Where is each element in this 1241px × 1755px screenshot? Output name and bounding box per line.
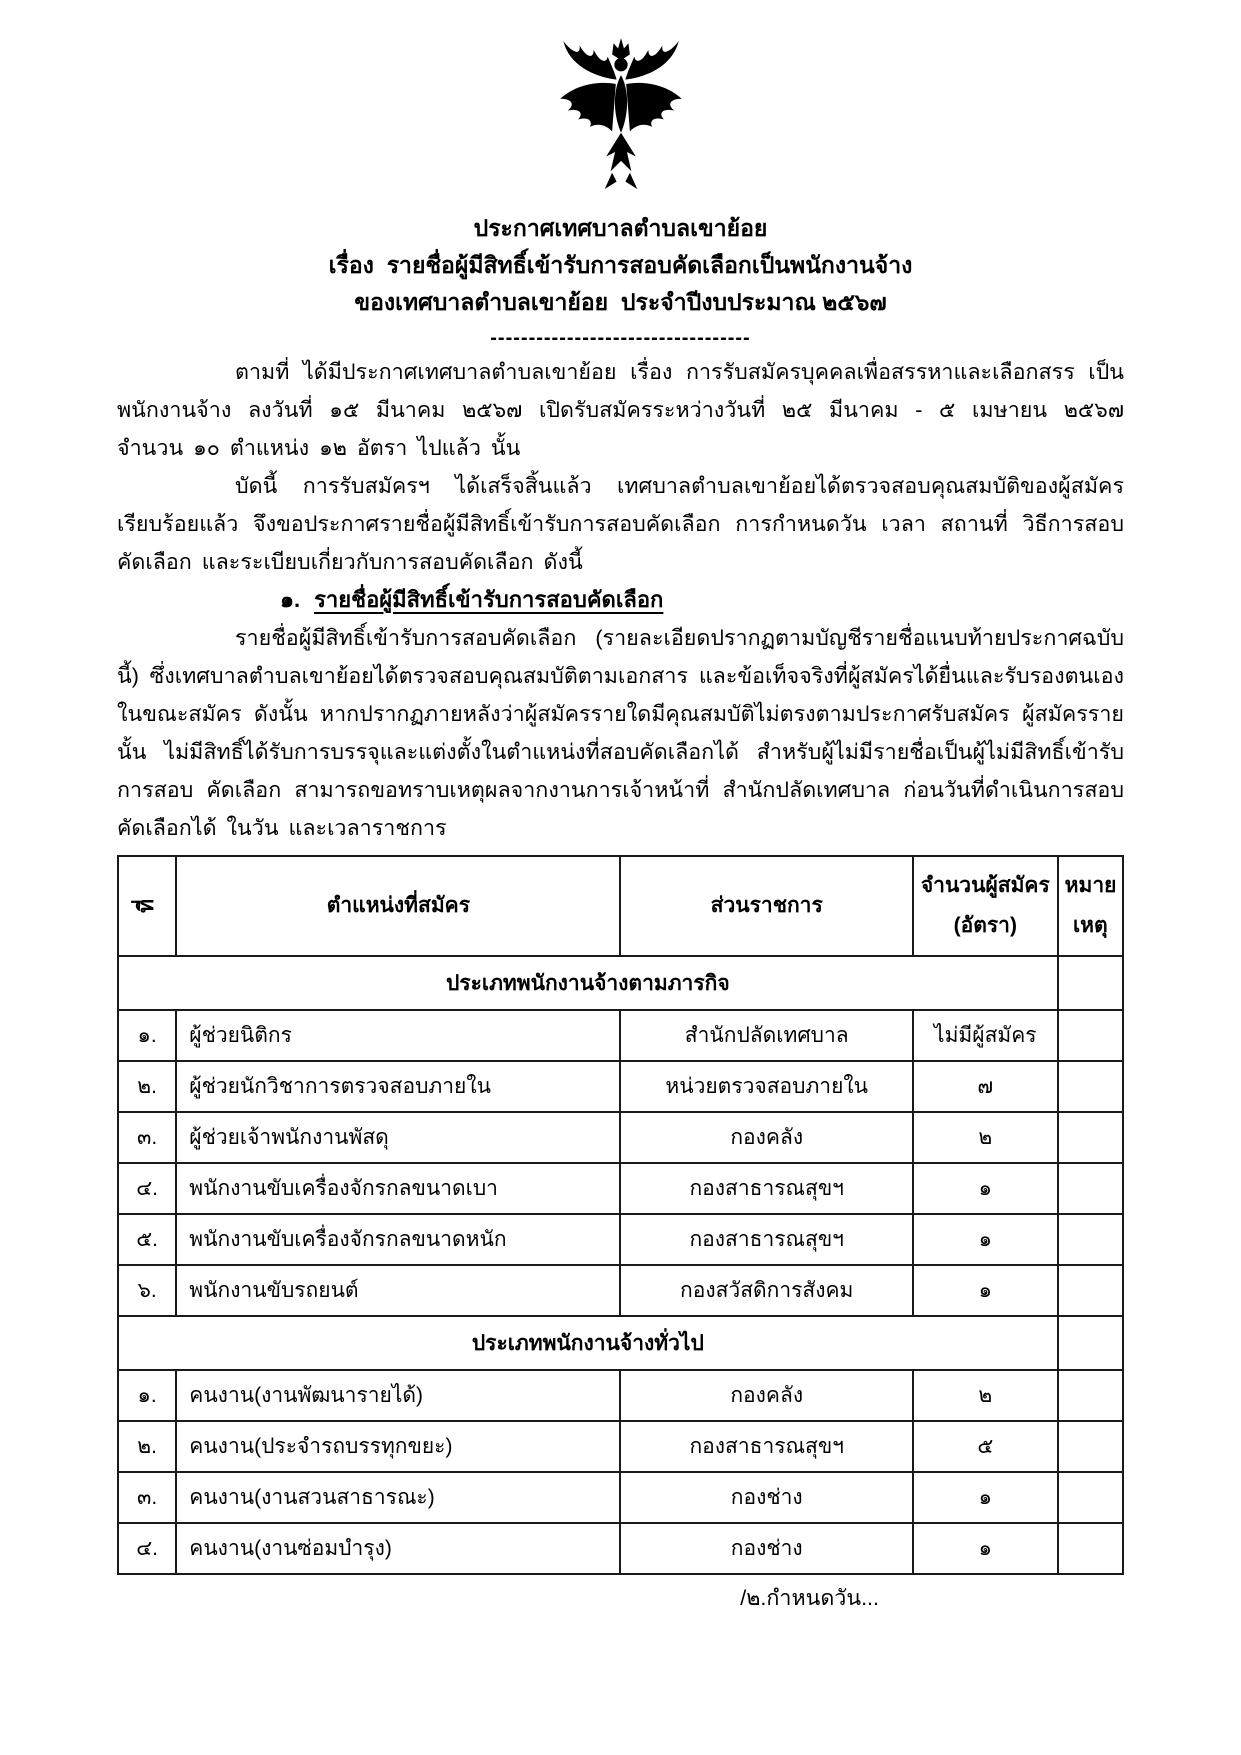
cell-no: ๑. [118,1370,176,1421]
cell-remark [1058,1472,1123,1523]
section-1-number: ๑. [280,587,301,612]
cell-position: พนักงานขับรถยนต์ [176,1265,620,1316]
section-1-title: รายชื่อผู้มีสิทธิ์เข้ารับการสอบคัดเลือก [314,587,664,612]
cell-no: ๓. [118,1472,176,1523]
cell-remark [1058,1523,1123,1574]
table-section-row [118,956,1123,1010]
cell-no: ๔. [118,1523,176,1574]
section-title: ประเภทพนักงานจ้างตามภารกิจ [118,956,1058,1010]
cell-position: คนงาน(งานสวนสาธารณะ) [176,1472,620,1523]
paragraph-details: รายชื่อผู้มีสิทธิ์เข้ารับการสอบคัดเลือก (รายละเอียดปรากฏตามบัญชีรายชื่อแนบท้ายประกาศฉบับนี้) ซึ่งเทศบาลตำบลเขาย้อยได้ตรวจสอบคุณสมบัติตามเอกสาร และข้อเท็จจริงที่ผู้สมัครได้ยื่นและรับรองตนเอง ในขณะสมัคร ดังนั้น หากปรากฏภายหลังว่าผู้สมัครรายใดมีคุณสมบัติไม่ตรงตามประกาศรับสมัคร ผู้สมัครรายนั้น ไม่มีสิทธิ์ได้รับการบรรจุและแต่งตั้งในตำแหน่งที่สอบคัดเลือกได้ สำหรับผู้ไม่มีรายชื่อเป็นผู้ไม่มีสิทธิ์เข้ารับการสอบ คัดเลือก สามารถขอทราบเหตุผลจากงานการเจ้าหน้าที่ สำนักปลัดเทศบาล ก่อนวันที่ดำเนินการสอบคัดเลือกได้ ในวัน และเวลาราชการ [117,626,1124,840]
table-row [118,1214,1123,1265]
header-applicants-line1: จำนวนผู้สมัคร [920,874,1050,897]
table-row [118,1421,1123,1472]
cell-applicants: ๒ [913,1112,1058,1163]
cell-no: ๓. [118,1112,176,1163]
header-remark-line1: หมาย [1064,874,1117,897]
emblem-area [117,36,1124,206]
candidates-table-header [118,856,1123,956]
cell-applicants: ๗ [913,1061,1058,1112]
dashed-divider: ---------------------------------- [490,327,751,349]
cell-department: กองช่าง [620,1472,912,1523]
cell-applicants: ๒ [913,1370,1058,1421]
cell-position: ผู้ช่วยนักวิชาการตรวจสอบภายใน [176,1061,620,1112]
section-1-heading [280,581,1124,619]
cell-no: ๖. [118,1265,176,1316]
cell-applicants: ไม่มีผู้สมัคร [913,1010,1058,1061]
cell-position: พนักงานขับเครื่องจักรกลขนาดหนัก [176,1214,620,1265]
section-remark-cell [1058,1316,1123,1370]
announcement-fiscal-year: ของเทศบาลตำบลเขาย้อย ประจำปีงบประมาณ ๒๕๖๗ [354,289,887,315]
cell-no: ๒. [118,1061,176,1112]
cell-department: กองสาธารณสุขฯ [620,1214,912,1265]
cell-no: ๔. [118,1163,176,1214]
cell-remark [1058,1421,1123,1472]
section-title: ประเภทพนักงานจ้างทั่วไป [118,1316,1058,1370]
table-row [118,1523,1123,1574]
cell-remark [1058,1370,1123,1421]
section-remark-cell [1058,956,1123,1010]
table-row [118,1163,1123,1214]
header-remark-line2: เหตุ [1072,914,1108,937]
cell-position: ผู้ช่วยนิติกร [176,1010,620,1061]
cell-remark [1058,1265,1123,1316]
cell-applicants: ๑ [913,1214,1058,1265]
cell-department: กองคลัง [620,1112,912,1163]
cell-remark [1058,1010,1123,1061]
cell-position: ผู้ช่วยเจ้าพนักงานพัสดุ [176,1112,620,1163]
announcement-subject: เรื่อง รายชื่อผู้มีสิทธิ์เข้ารับการสอบคัดเลือกเป็นพนักงานจ้าง [328,252,913,278]
cell-department: หน่วยตรวจสอบภายใน [620,1061,912,1112]
header-applicants-line2: (อัตรา) [953,914,1017,937]
table-row [118,1472,1123,1523]
cell-applicants: ๑ [913,1472,1058,1523]
cell-department: กองช่าง [620,1523,912,1574]
table-row [118,1061,1123,1112]
announcement-title: ประกาศเทศบาลตำบลเขาย้อย [473,215,768,241]
cell-department: กองสวัสดิการสังคม [620,1265,912,1316]
cell-remark [1058,1214,1123,1265]
cell-department: สำนักปลัดเทศบาล [620,1010,912,1061]
table-section-row [118,1316,1123,1370]
table-row [118,1010,1123,1061]
cell-no: ๒. [118,1421,176,1472]
body-text [117,353,1124,847]
cell-no: ๑. [118,1010,176,1061]
cell-remark [1058,1061,1123,1112]
continuation-note: /๒.กำหนดวัน... [740,1586,879,1610]
cell-department: กองคลัง [620,1370,912,1421]
header-remark [1058,856,1123,956]
header-no: ที่ [118,856,176,956]
table-row [118,1112,1123,1163]
table-row [118,1370,1123,1421]
cell-department: กองสาธารณสุขฯ [620,1421,912,1472]
candidates-table [117,855,1124,1575]
cell-department: กองสาธารณสุขฯ [620,1163,912,1214]
table-row [118,1265,1123,1316]
cell-position: พนักงานขับเครื่องจักรกลขนาดเบา [176,1163,620,1214]
title-block [117,210,1124,321]
cell-applicants: ๑ [913,1163,1058,1214]
candidates-table-body [118,956,1123,1574]
cell-position: คนงาน(งานซ่อมบำรุง) [176,1523,620,1574]
cell-no: ๕. [118,1214,176,1265]
paragraph-intro: ตามที่ ได้มีประกาศเทศบาลตำบลเขาย้อย เรื่อง การรับสมัครบุคคลเพื่อสรรหาและเลือกสรร เป็นพนักงานจ้าง ลงวันที่ ๑๕ มีนาคม ๒๕๖๗ เปิดรับสมัครระหว่างวันที่ ๒๕ มีนาคม - ๕ เมษายน ๒๕๖๗ จำนวน ๑๐ ตำแหน่ง ๑๒ อัตรา ไปแล้ว นั้น [117,360,1124,460]
cell-position: คนงาน(ประจำรถบรรทุกขยะ) [176,1421,620,1472]
cell-applicants: ๕ [913,1421,1058,1472]
cell-remark [1058,1163,1123,1214]
cell-applicants: ๑ [913,1265,1058,1316]
cell-applicants: ๑ [913,1523,1058,1574]
cell-remark [1058,1112,1123,1163]
garuda-emblem-icon [547,36,695,200]
paragraph-announcement: บัดนี้ การรับสมัครฯ ได้เสร็จสิ้นแล้ว เทศบาลตำบลเขาย้อยได้ตรวจสอบคุณสมบัติของผู้สมัคร เรียบร้อยแล้ว จึงขอประกาศรายชื่อผู้มีสิทธิ์เข้ารับการสอบคัดเลือก การกำหนดวัน เวลา สถานที่ วิธีการสอบ คัดเลือก และระเบียบเกี่ยวกับการสอบคัดเลือก ดังนี้ [117,474,1124,574]
header-department: ส่วนราชการ [620,856,912,956]
header-applicants [913,856,1058,956]
cell-position: คนงาน(งานพัฒนารายได้) [176,1370,620,1421]
header-position: ตำแหน่งที่สมัคร [176,856,620,956]
